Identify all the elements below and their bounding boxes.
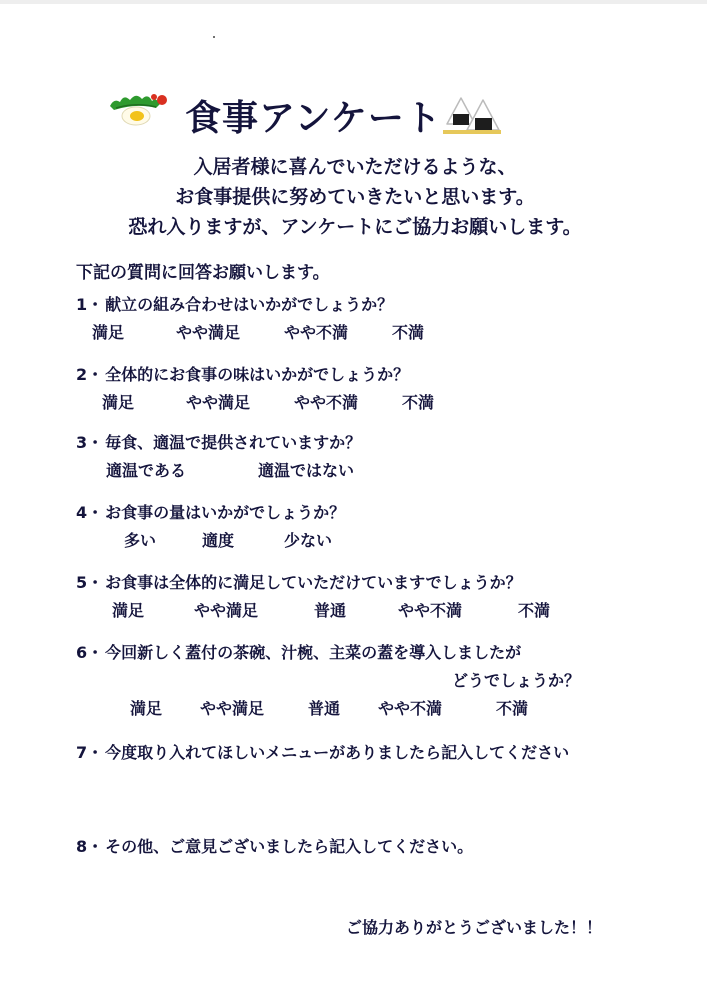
option-item[interactable]: 不満 [402,393,435,412]
options-3 [0,458,707,480]
option-item[interactable]: 満足 [112,601,145,620]
question-text: 今度取り入れてほしいメニューがありましたら記入してください [105,743,570,762]
page-title: 食事アンケート [185,98,442,139]
thank-you-text: ご協力ありがとうございました！！ [346,918,603,937]
option-item[interactable]: やや満足 [176,323,241,342]
options-5 [0,598,707,620]
option-item[interactable]: 適温である [106,461,187,480]
question-number: 8・ [76,837,104,856]
option-item[interactable]: やや満足 [186,393,251,412]
question-number: 1・ [76,295,104,314]
intro-line: 恐れ入りますが、アンケートにご協力お願いします。 [128,216,582,238]
option-item[interactable]: やや不満 [378,699,443,718]
question-number: 2・ [76,365,104,384]
question-text: お食事は全体的に満足していただけていますでしょうか？ [105,573,522,592]
option-item[interactable]: やや満足 [194,601,259,620]
option-item[interactable]: やや満足 [200,699,265,718]
question-text: 献立の組み合わせはいかがでしょうか？ [105,295,394,314]
options-2 [0,390,707,412]
question-2 [76,362,409,385]
options-4 [0,528,707,550]
title-row [100,84,520,144]
question-6 [76,640,521,663]
option-item[interactable]: 多い [124,531,157,550]
option-item[interactable]: 満足 [102,393,135,412]
intro-text [40,152,670,242]
question-number: 7・ [76,743,104,762]
option-item[interactable]: 適温ではない [258,461,355,480]
question-text: 全体的にお食事の味はいかがでしょうか？ [105,365,410,384]
question-4 [76,500,345,523]
question-1 [76,292,393,315]
option-item[interactable]: やや不満 [294,393,359,412]
question-number: 5・ [76,573,104,592]
option-item[interactable]: 満足 [130,699,163,718]
rice-ball-icon [439,84,505,136]
question-number: 4・ [76,503,104,522]
question-number: 6・ [76,643,104,662]
question-text: その他、ご意見ございましたら記入してください。 [105,837,474,856]
intro-line: 入居者様に喜んでいただけるような、 [193,156,517,178]
option-item[interactable]: 普通 [314,601,347,620]
scan-edge [0,0,707,4]
option-item[interactable]: 満足 [92,323,125,342]
options-6 [0,696,707,718]
option-item[interactable]: 普通 [308,699,341,718]
instruction-text: 下記の質問に回答お願いします。 [76,263,330,283]
option-item[interactable]: 少ない [284,531,333,550]
option-item[interactable]: 適度 [202,531,235,550]
question-7 [76,740,569,763]
option-item[interactable]: 不満 [496,699,529,718]
question-8 [76,834,473,857]
question-text: 今回新しく蓋付の茶碗、汁椀、主菜の蓋を導入しましたが [105,643,522,662]
question-text: 毎食、適温で提供されていますか？ [105,433,362,452]
option-item[interactable]: やや不満 [284,323,349,342]
question-number: 3・ [76,433,104,452]
option-item[interactable]: 不満 [392,323,425,342]
intro-line: お食事提供に努めていきたいと思います。 [175,186,535,208]
question-5 [76,570,522,593]
scan-dot [213,36,215,38]
fried-egg-lettuce-icon [106,88,170,128]
question-6-continuation: どうでしょうか？ [452,671,581,690]
question-text: お食事の量はいかがでしょうか？ [105,503,346,522]
options-1 [0,320,707,342]
question-3 [76,430,361,453]
option-item[interactable]: やや不満 [398,601,463,620]
option-item[interactable]: 不満 [518,601,551,620]
